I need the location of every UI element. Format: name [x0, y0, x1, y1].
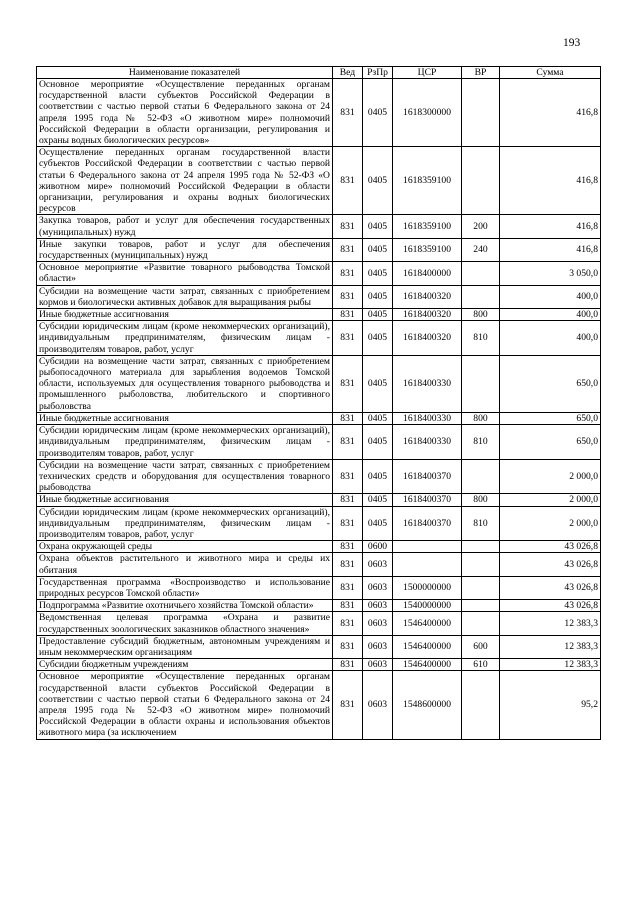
cell-csr: 1618400320 — [393, 321, 462, 356]
cell-vr — [462, 553, 500, 576]
table-row — [37, 262, 601, 285]
cell-csr: 1618400000 — [393, 262, 462, 285]
header-sum: Сумма — [500, 67, 601, 79]
header-vr: ВР — [462, 67, 500, 79]
cell-rzpr: 0405 — [363, 238, 393, 261]
header-rzpr: РзПр — [363, 67, 393, 79]
cell-name: Субсидии на возмещение части затрат, связанных с приобретением технических средств и оборудования для осуществления товарного рыбоводства — [37, 459, 333, 494]
cell-ved: 831 — [333, 659, 363, 671]
cell-rzpr: 0405 — [363, 262, 393, 285]
cell-vr — [462, 576, 500, 599]
table-row — [37, 494, 601, 506]
cell-name: Государственная программа «Воспроизводство и использование природных ресурсов Томской области» — [37, 576, 333, 599]
cell-csr: 1546400000 — [393, 612, 462, 635]
cell-vr: 800 — [462, 309, 500, 321]
table-row — [37, 285, 601, 308]
cell-csr: 1618400330 — [393, 412, 462, 424]
cell-csr: 1540000000 — [393, 600, 462, 612]
table-row — [37, 576, 601, 599]
cell-csr: 1546400000 — [393, 635, 462, 658]
cell-vr: 810 — [462, 321, 500, 356]
cell-ved: 831 — [333, 635, 363, 658]
cell-csr: 1618359100 — [393, 147, 462, 215]
cell-rzpr: 0405 — [363, 285, 393, 308]
cell-sum: 2 000,0 — [500, 506, 601, 541]
cell-csr: 1618300000 — [393, 79, 462, 147]
cell-csr: 1618400370 — [393, 506, 462, 541]
cell-name: Основное мероприятие «Развитие товарного рыбоводства Томской области» — [37, 262, 333, 285]
cell-csr: 1618400370 — [393, 494, 462, 506]
cell-sum: 416,8 — [500, 238, 601, 261]
cell-rzpr: 0405 — [363, 321, 393, 356]
table-row — [37, 321, 601, 356]
cell-name: Основное мероприятие «Осуществление переданных органам государственной власти субъектов Российской Федерации в соответствии с частью первой статьи 6 Федерального закона от 24 апреля 1995 года № 52-ФЗ «О животном мире» полномочий Российской Федерации в области организации, регулирования и охраны водных биологических ресурсов» — [37, 79, 333, 147]
cell-name: Иные бюджетные ассигнования — [37, 494, 333, 506]
table-row — [37, 147, 601, 215]
cell-vr — [462, 671, 500, 739]
cell-name: Субсидии юридическим лицам (кроме некоммерческих организаций), индивидуальным предпринимателям, физическим лицам - производителям товаров, работ, услуг — [37, 425, 333, 460]
cell-ved: 831 — [333, 576, 363, 599]
table-row — [37, 541, 601, 553]
cell-ved: 831 — [333, 262, 363, 285]
cell-sum: 43 026,8 — [500, 600, 601, 612]
cell-rzpr: 0603 — [363, 553, 393, 576]
cell-rzpr: 0603 — [363, 659, 393, 671]
cell-csr: 1618359100 — [393, 238, 462, 261]
table-row — [37, 425, 601, 460]
cell-ved: 831 — [333, 79, 363, 147]
cell-sum: 650,0 — [500, 412, 601, 424]
cell-sum: 12 383,3 — [500, 635, 601, 658]
table-row — [37, 553, 601, 576]
cell-csr: 1618400370 — [393, 459, 462, 494]
cell-sum: 12 383,3 — [500, 659, 601, 671]
cell-name: Предоставление субсидий бюджетным, автономным учреждениям и иным некоммерческим организациям — [37, 635, 333, 658]
header-name: Наименование показателей — [37, 67, 333, 79]
table-header-row — [37, 67, 601, 79]
cell-sum: 400,0 — [500, 285, 601, 308]
cell-name: Охрана объектов растительного и животного мира и среды их обитания — [37, 553, 333, 576]
cell-name: Основное мероприятие «Осуществление переданных органам государственной власти субъектов Российской Федерации в соответствии с частью первой статьи 6 Федерального закона от 24 апреля 1995 года № 52-ФЗ «О животном мире» полномочий Российской Федерации в области охраны и использования объектов животного мира (за исключением — [37, 671, 333, 739]
cell-sum: 416,8 — [500, 147, 601, 215]
cell-sum: 2 000,0 — [500, 459, 601, 494]
cell-ved: 831 — [333, 355, 363, 412]
cell-vr: 800 — [462, 412, 500, 424]
cell-name: Закупка товаров, работ и услуг для обеспечения государственных (муниципальных) нужд — [37, 215, 333, 238]
table-row — [37, 506, 601, 541]
cell-ved: 831 — [333, 412, 363, 424]
cell-sum: 650,0 — [500, 425, 601, 460]
cell-name: Ведомственная целевая программа «Охрана и развитие государственных зоологических заказников областного значения» — [37, 612, 333, 635]
cell-vr — [462, 612, 500, 635]
cell-vr — [462, 285, 500, 308]
cell-name: Субсидии юридическим лицам (кроме некоммерческих организаций), индивидуальным предпринимателям, физическим лицам - производителям товаров, работ, услуг — [37, 321, 333, 356]
table-row — [37, 412, 601, 424]
cell-csr: 1500000000 — [393, 576, 462, 599]
table-row — [37, 659, 601, 671]
cell-sum: 43 026,8 — [500, 576, 601, 599]
cell-vr: 200 — [462, 215, 500, 238]
cell-csr — [393, 541, 462, 553]
header-csr: ЦСР — [393, 67, 462, 79]
cell-rzpr: 0405 — [363, 355, 393, 412]
cell-rzpr: 0405 — [363, 425, 393, 460]
cell-csr: 1548600000 — [393, 671, 462, 739]
cell-ved: 831 — [333, 285, 363, 308]
cell-ved: 831 — [333, 425, 363, 460]
cell-csr: 1546400000 — [393, 659, 462, 671]
cell-sum: 416,8 — [500, 79, 601, 147]
cell-vr — [462, 541, 500, 553]
cell-csr: 1618400320 — [393, 285, 462, 308]
cell-rzpr: 0405 — [363, 309, 393, 321]
cell-name: Иные бюджетные ассигнования — [37, 309, 333, 321]
cell-ved: 831 — [333, 459, 363, 494]
cell-sum: 43 026,8 — [500, 541, 601, 553]
table-body — [37, 79, 601, 740]
cell-vr: 810 — [462, 425, 500, 460]
cell-ved: 831 — [333, 541, 363, 553]
cell-csr — [393, 553, 462, 576]
page-number: 193 — [563, 37, 581, 49]
cell-rzpr: 0603 — [363, 612, 393, 635]
cell-sum: 2 000,0 — [500, 494, 601, 506]
cell-csr: 1618400320 — [393, 309, 462, 321]
cell-ved: 831 — [333, 321, 363, 356]
cell-rzpr: 0405 — [363, 494, 393, 506]
cell-name: Подпрограмма «Развитие охотничьего хозяйства Томской области» — [37, 600, 333, 612]
table-row — [37, 635, 601, 658]
table-row — [37, 671, 601, 739]
cell-name: Охрана окружающей среды — [37, 541, 333, 553]
cell-rzpr: 0405 — [363, 147, 393, 215]
cell-rzpr: 0405 — [363, 506, 393, 541]
cell-csr: 1618400330 — [393, 355, 462, 412]
cell-sum: 416,8 — [500, 215, 601, 238]
cell-csr: 1618400330 — [393, 425, 462, 460]
cell-ved: 831 — [333, 553, 363, 576]
cell-rzpr: 0603 — [363, 671, 393, 739]
table-row — [37, 459, 601, 494]
cell-name: Иные закупки товаров, работ и услуг для обеспечения государственных (муниципальных) нужд — [37, 238, 333, 261]
header-ved: Вед — [333, 67, 363, 79]
cell-vr — [462, 147, 500, 215]
cell-sum: 400,0 — [500, 321, 601, 356]
cell-vr — [462, 355, 500, 412]
cell-rzpr: 0603 — [363, 576, 393, 599]
cell-ved: 831 — [333, 494, 363, 506]
cell-vr — [462, 79, 500, 147]
cell-sum: 650,0 — [500, 355, 601, 412]
cell-rzpr: 0603 — [363, 635, 393, 658]
cell-ved: 831 — [333, 309, 363, 321]
cell-ved: 831 — [333, 600, 363, 612]
cell-name: Субсидии на возмещение части затрат, связанных с приобретением рыбопосадочного материала для зарыбления водоемов Томской области, используемых для осуществления товарного рыбоводства и промышленного рыболовства, любительского и спортивного рыболовства — [37, 355, 333, 412]
cell-name: Субсидии бюджетным учреждениям — [37, 659, 333, 671]
cell-ved: 831 — [333, 612, 363, 635]
cell-rzpr: 0405 — [363, 215, 393, 238]
cell-ved: 831 — [333, 671, 363, 739]
cell-rzpr: 0405 — [363, 459, 393, 494]
cell-vr: 610 — [462, 659, 500, 671]
table-row — [37, 238, 601, 261]
cell-rzpr: 0600 — [363, 541, 393, 553]
cell-ved: 831 — [333, 215, 363, 238]
budget-table — [36, 66, 601, 740]
cell-sum: 43 026,8 — [500, 553, 601, 576]
cell-vr — [462, 262, 500, 285]
cell-sum: 3 050,0 — [500, 262, 601, 285]
cell-rzpr: 0405 — [363, 412, 393, 424]
table-row — [37, 600, 601, 612]
cell-vr: 810 — [462, 506, 500, 541]
cell-vr — [462, 600, 500, 612]
cell-ved: 831 — [333, 147, 363, 215]
cell-vr: 600 — [462, 635, 500, 658]
table-row — [37, 355, 601, 412]
cell-rzpr: 0603 — [363, 600, 393, 612]
cell-csr: 1618359100 — [393, 215, 462, 238]
cell-ved: 831 — [333, 506, 363, 541]
cell-sum: 400,0 — [500, 309, 601, 321]
cell-name: Осуществление переданных органам государственной власти субъектов Российской Федерации в соответствии с частью первой статьи 6 Федерального закона от 24 апреля 1995 года № 52-ФЗ «О животном мире» полномочий Российской Федерации в области организации, регулирования и охраны водных биологических ресурсов — [37, 147, 333, 215]
table-row — [37, 309, 601, 321]
table-row — [37, 612, 601, 635]
cell-name: Субсидии на возмещение части затрат, связанных с приобретением кормов и биологически активных добавок для выращивания рыбы — [37, 285, 333, 308]
cell-sum: 12 383,3 — [500, 612, 601, 635]
table-row — [37, 79, 601, 147]
cell-sum: 95,2 — [500, 671, 601, 739]
cell-rzpr: 0405 — [363, 79, 393, 147]
cell-name: Иные бюджетные ассигнования — [37, 412, 333, 424]
cell-vr — [462, 459, 500, 494]
cell-vr: 240 — [462, 238, 500, 261]
cell-name: Субсидии юридическим лицам (кроме некоммерческих организаций), индивидуальным предпринимателям, физическим лицам - производителям товаров, работ, услуг — [37, 506, 333, 541]
cell-vr: 800 — [462, 494, 500, 506]
cell-ved: 831 — [333, 238, 363, 261]
table-row — [37, 215, 601, 238]
